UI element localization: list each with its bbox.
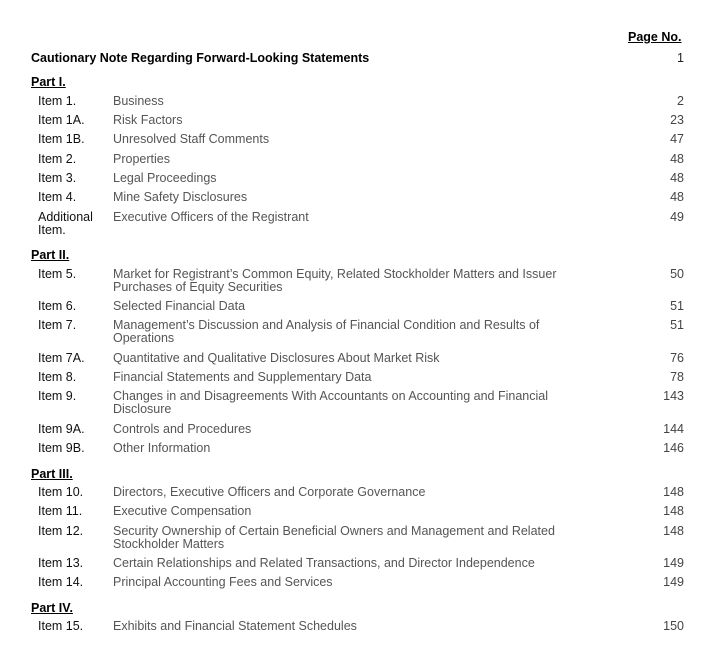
item-page: 50 xyxy=(670,267,684,281)
item-number: Item 13. xyxy=(38,556,84,570)
item-title[interactable]: Other Information xyxy=(113,441,211,455)
cautionary-note-title[interactable]: Cautionary Note Regarding Forward-Looking Statements xyxy=(31,51,370,65)
part-heading: Part IV. xyxy=(31,601,73,615)
item-number: Item 4. xyxy=(38,190,77,204)
item-number: Item 9B. xyxy=(38,441,85,455)
item-title[interactable]: Mine Safety Disclosures xyxy=(113,190,248,204)
item-page: 49 xyxy=(670,210,684,224)
item-page: 144 xyxy=(663,422,684,436)
item-title[interactable]: Financial Statements and Supplementary Data xyxy=(113,370,372,384)
part-heading: Part II. xyxy=(31,248,70,262)
cautionary-note-page: 1 xyxy=(677,51,684,65)
item-page: 149 xyxy=(663,575,684,589)
item-title[interactable]: Changes in and Disagreements With Accountants on Accounting and Financial Disclosure xyxy=(113,389,548,416)
item-title[interactable]: Risk Factors xyxy=(113,113,183,127)
item-title[interactable]: Executive Officers of the Registrant xyxy=(113,210,309,224)
item-page: 148 xyxy=(663,504,684,518)
item-title[interactable]: Selected Financial Data xyxy=(113,299,246,313)
item-number: Item 9A. xyxy=(38,422,85,436)
item-number: Item 10. xyxy=(38,485,84,499)
item-number: Item 9. xyxy=(38,389,77,403)
item-title[interactable]: Controls and Procedures xyxy=(113,422,252,436)
item-page: 23 xyxy=(670,113,684,127)
item-page: 51 xyxy=(670,299,684,313)
item-title[interactable]: Legal Proceedings xyxy=(113,171,217,185)
item-page: 48 xyxy=(670,152,684,166)
item-number: Item 7. xyxy=(38,318,77,332)
item-page: 149 xyxy=(663,556,684,570)
item-page: 148 xyxy=(663,485,684,499)
item-number: Item 6. xyxy=(38,299,77,313)
item-number: Item 1A. xyxy=(38,113,85,127)
item-number: Item 1. xyxy=(38,94,77,108)
item-title[interactable]: Unresolved Staff Comments xyxy=(113,132,270,146)
item-number: Item 2. xyxy=(38,152,77,166)
item-title[interactable]: Properties xyxy=(113,152,170,166)
item-number: Item 8. xyxy=(38,370,77,384)
item-page: 51 xyxy=(670,318,684,332)
item-page: 47 xyxy=(670,132,684,146)
item-number: Item 7A. xyxy=(38,351,85,365)
part-heading: Part III. xyxy=(31,467,73,481)
item-number: Item 5. xyxy=(38,267,77,281)
item-number: Item 12. xyxy=(38,524,84,538)
item-page: 150 xyxy=(663,619,684,633)
item-number: Item 14. xyxy=(38,575,84,589)
item-number: Item 3. xyxy=(38,171,77,185)
item-title[interactable]: Certain Relationships and Related Transactions, and Director Independence xyxy=(113,556,535,570)
item-title[interactable]: Executive Compensation xyxy=(113,504,252,518)
item-title[interactable]: Quantitative and Qualitative Disclosures About Market Risk xyxy=(113,351,440,365)
item-title[interactable]: Directors, Executive Officers and Corporate Governance xyxy=(113,485,426,499)
item-page: 146 xyxy=(663,441,684,455)
item-page: 148 xyxy=(663,524,684,538)
item-title[interactable]: Security Ownership of Certain Beneficial Owners and Management and Related Stockholder Matters xyxy=(113,524,555,551)
item-title[interactable]: Principal Accounting Fees and Services xyxy=(113,575,333,589)
item-page: 48 xyxy=(670,171,684,185)
item-number: Item 1B. xyxy=(38,132,85,146)
item-page: 48 xyxy=(670,190,684,204)
item-page: 76 xyxy=(670,351,684,365)
page-number-header: Page No. xyxy=(628,30,682,44)
item-title[interactable]: Management’s Discussion and Analysis of Financial Condition and Results of Operations xyxy=(113,318,540,345)
item-number: Item 11. xyxy=(38,504,83,518)
item-title[interactable]: Business xyxy=(113,94,164,108)
item-number: Item 15. xyxy=(38,619,84,633)
item-page: 143 xyxy=(663,389,684,403)
item-title[interactable]: Market for Registrant’s Common Equity, Related Stockholder Matters and Issuer Purchases of Equity Securities xyxy=(113,267,557,294)
item-number: Additional Item. xyxy=(38,210,93,237)
item-page: 2 xyxy=(677,94,684,108)
part-heading: Part I. xyxy=(31,75,66,89)
item-title[interactable]: Exhibits and Financial Statement Schedules xyxy=(113,619,357,633)
item-page: 78 xyxy=(670,370,684,384)
